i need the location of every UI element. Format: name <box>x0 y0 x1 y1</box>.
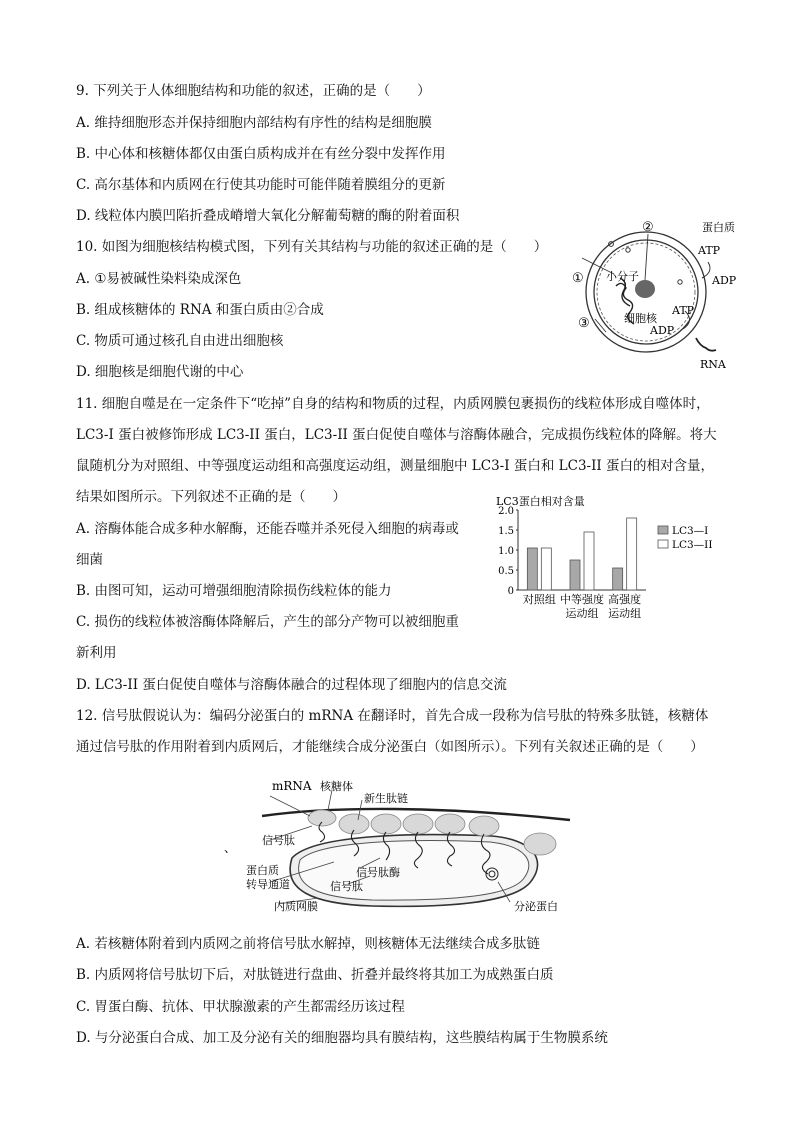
q11-option-c-line2: 新利用 <box>76 645 117 661</box>
y-tick-label: 0.5 <box>498 566 514 577</box>
chart-title: LC3蛋白相对含量 <box>496 495 585 508</box>
label-number-2: ② <box>642 220 654 235</box>
q11-para-4: 结果如图所示。下列叙述不正确的是（ ） <box>76 489 346 505</box>
x-tick-label: 运动组 <box>565 607 599 620</box>
q10-option-b: B. 组成核糖体的 RNA 和蛋白质由②合成 <box>76 302 324 318</box>
q12-option-b: B. 内质网将信号肽切下后，对肽链进行盘曲、折叠并最终将其加工为成熟蛋白质 <box>76 967 554 983</box>
y-tick-label: 2.0 <box>498 506 514 517</box>
q12-option-a: A. 若核糖体附着到内质网之前将信号肽水解掉，则核糖体无法继续合成多肽链 <box>76 936 540 952</box>
x-tick-label: 中等强度 <box>560 593 604 606</box>
legend-swatch <box>658 540 668 548</box>
q9-option-b: B. 中心体和核糖体都仅由蛋白质构成并在有丝分裂中发挥作用 <box>76 146 446 162</box>
y-tick-label: 0 <box>507 586 514 597</box>
q11-para-1: 11. 细胞自噬是在一定条件下“吃掉”自身的结构和物质的过程，内质网膜包裹损伤的线粒体形成自噬体时， <box>76 396 710 412</box>
x-tick-label: 高强度 <box>608 593 642 606</box>
label-nucleus: 细胞核 <box>624 312 657 325</box>
q12-para-1: 12. 信号肽假说认为：编码分泌蛋白的 mRNA 在翻译时，首先合成一段称为信号肽的特殊多肽链，核糖体 <box>76 708 709 724</box>
bar-lc3-ii <box>541 548 551 590</box>
q11-option-c-line1: C. 损伤的线粒体被溶酶体降解后，产生的部分产物可以被细胞重 <box>76 614 459 630</box>
lc3-bar-chart <box>486 490 720 630</box>
q9-option-a: A. 维持细胞形态并保持细胞内部结构有序性的结构是细胞膜 <box>76 115 432 131</box>
legend-swatch <box>658 526 668 534</box>
y-tick-label: 1.0 <box>498 546 514 557</box>
label-small-molecule: 小分子 <box>606 270 639 283</box>
bar-lc3-ii <box>627 518 637 590</box>
q12-para-2: 通过信号肽的作用附着到内质网后，才能继续合成分泌蛋白（如图所示）。下列有关叙述正确的是（ ） <box>76 739 704 755</box>
q11-para-3: 鼠随机分为对照组、中等强度运动组和高强度运动组，测量细胞中 LC3-I 蛋白和 LC3-II 蛋白的相对含量， <box>76 458 715 474</box>
label-number-1: ① <box>572 271 584 286</box>
x-tick-label: 运动组 <box>608 607 642 620</box>
stray-mark: 、 <box>224 841 237 855</box>
legend-label: LC3—II <box>672 539 713 551</box>
x-tick-label: 对照组 <box>522 593 556 606</box>
label-signal-peptide: 信号肽 <box>262 834 295 847</box>
q11-option-d: D. LC3-II 蛋白促使自噬体与溶酶体融合的过程体现了细胞内的信息交流 <box>76 677 507 693</box>
label-atp-top: ATP <box>698 244 721 257</box>
q11-para-2: LC3-I 蛋白被修饰形成 LC3-II 蛋白，LC3-II 蛋白促使自噬体与溶酶体融合，完成损伤线粒体的降解。将大 <box>76 427 717 443</box>
label-mrna: mRNA <box>272 779 312 793</box>
nucleus-diagram <box>568 216 758 374</box>
q10-option-a: A. ①易被碱性染料染成深色 <box>76 271 242 287</box>
label-rna: RNA <box>700 358 726 371</box>
label-signal-peptide-2: 信号肽 <box>330 880 363 893</box>
label-adp-bottom: ADP <box>650 324 675 337</box>
label-ribosome: 核糖体 <box>320 780 353 793</box>
bar-lc3-i <box>613 568 623 590</box>
q10-option-c: C. 物质可通过核孔自由进出细胞核 <box>76 333 284 349</box>
q12-option-d: D. 与分泌蛋白合成、加工及分泌有关的细胞器均具有膜结构，这些膜结构属于生物膜系统 <box>76 1030 608 1046</box>
q9-option-c: C. 高尔基体和内质网在行使其功能时可能伴随着膜组分的更新 <box>76 177 446 193</box>
label-protein: 蛋白质 <box>702 221 735 234</box>
label-er-membrane: 内质网膜 <box>274 900 318 913</box>
label-signal-peptidase: 信号肽酶 <box>356 866 400 879</box>
q10-option-d: D. 细胞核是细胞代谢的中心 <box>76 364 244 380</box>
label-new-chain: 新生肽链 <box>364 792 408 805</box>
q11-option-a-line2: 细菌 <box>76 552 103 568</box>
q10-stem: 10. 如图为细胞核结构模式图，下列有关其结构与功能的叙述正确的是（ ） <box>76 239 548 255</box>
q9-option-d: D. 线粒体内膜凹陷折叠成嵴增大氧化分解葡萄糖的酶的附着面积 <box>76 208 460 224</box>
y-tick-label: 1.5 <box>498 526 514 537</box>
label-atp-bottom: ATP <box>672 304 695 317</box>
legend-label: LC3—I <box>672 525 709 537</box>
q9-stem: 9. 下列关于人体细胞结构和功能的叙述，正确的是（ ） <box>76 83 431 99</box>
label-protein-channel-1: 蛋白质 <box>246 864 279 877</box>
label-secreted-protein: 分泌蛋白 <box>514 900 558 913</box>
signal-peptide-diagram <box>222 772 578 918</box>
q11-option-a-line1: A. 溶酶体能合成多种水解酶，还能吞噬并杀死侵入细胞的病毒或 <box>76 521 459 537</box>
q11-option-b: B. 由图可知，运动可增强细胞清除损伤线粒体的能力 <box>76 583 392 599</box>
q12-option-c: C. 胃蛋白酶、抗体、甲状腺激素的产生都需经历该过程 <box>76 999 405 1015</box>
label-protein-channel-2: 转导通道 <box>246 878 290 891</box>
bar-lc3-i <box>570 560 580 590</box>
bar-lc3-ii <box>584 532 594 590</box>
bar-lc3-i <box>527 548 537 590</box>
label-adp-right: ADP <box>712 274 737 287</box>
label-number-3: ③ <box>578 316 590 331</box>
